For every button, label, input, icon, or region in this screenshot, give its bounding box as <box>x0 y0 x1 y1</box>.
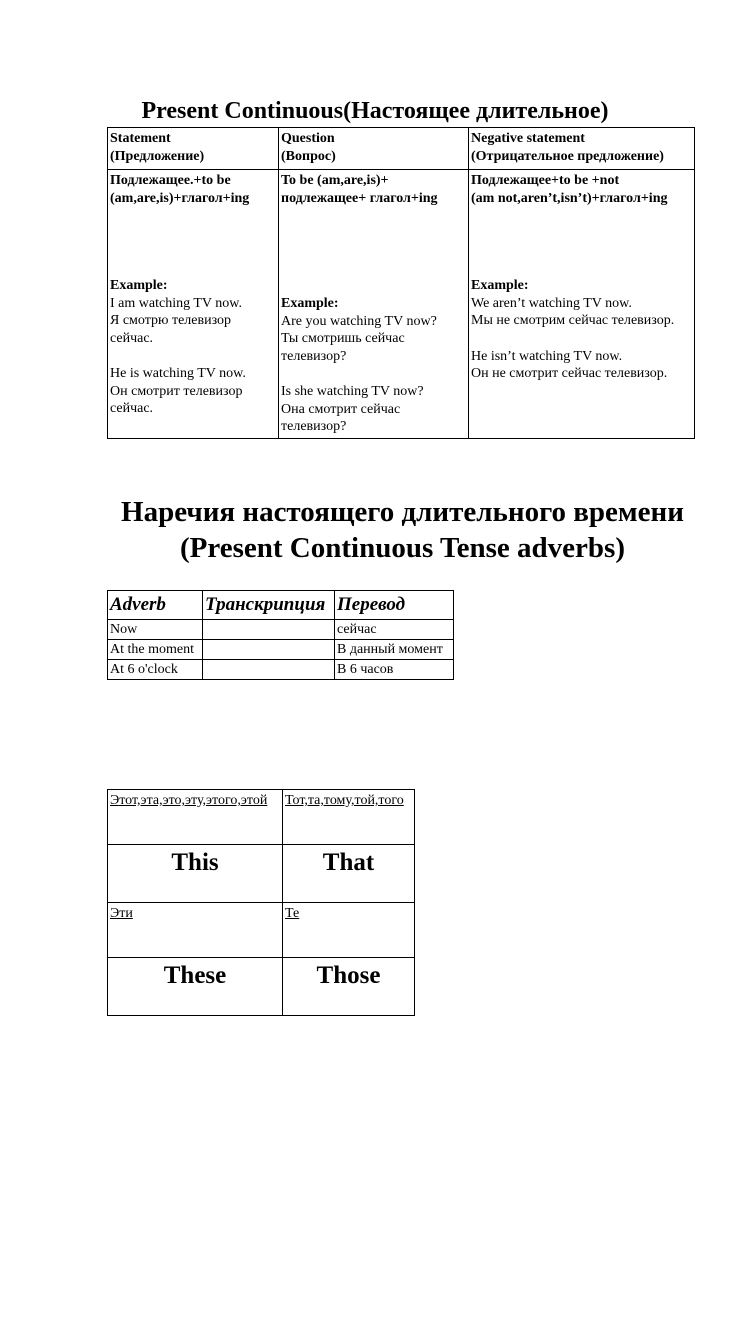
example-line: Он смотрит телевизор <box>110 383 243 399</box>
formula-line: Подлежащее.+to be <box>110 173 231 188</box>
example-line: I am watching TV now. <box>110 295 242 311</box>
adverb-cell: At the moment <box>108 640 203 660</box>
english-that-cell: That <box>283 845 415 903</box>
example-line: Я смотрю телевизор <box>110 313 232 329</box>
example-line: телевизор? <box>281 348 347 364</box>
table-body-row <box>108 170 695 439</box>
adverbs-title <box>0 494 750 566</box>
example-line: телевизор? <box>281 419 347 435</box>
adverbs-title-line2: (Present Continuous Tense adverbs) <box>180 532 625 564</box>
table-row <box>108 620 454 640</box>
translation-cell: В 6 часов <box>335 660 454 680</box>
header-label: Question <box>281 131 335 146</box>
header-label-ru: (Предложение) <box>110 148 205 164</box>
formula-line: подлежащее+ глагол+ing <box>281 190 438 206</box>
demonstratives-table <box>107 789 415 1016</box>
header-question <box>279 128 469 170</box>
table-row <box>108 790 415 845</box>
english-those-cell: Those <box>283 958 415 1016</box>
header-label-ru: (Вопрос) <box>281 148 336 164</box>
english-these-cell: These <box>108 958 283 1016</box>
header-label: Statement <box>110 131 171 146</box>
transcription-cell <box>203 660 335 680</box>
russian-these-cell: Эти <box>108 903 283 958</box>
question-cell <box>279 170 469 439</box>
translation-cell: В данный момент <box>335 640 454 660</box>
example-line: Is she watching TV now? <box>281 384 424 400</box>
example-label: Example: <box>471 278 529 294</box>
russian-that-cell: Тот,та,тому,той,того <box>283 790 415 845</box>
present-continuous-table <box>107 127 695 439</box>
example-line: He isn’t watching TV now. <box>471 348 623 364</box>
adverbs-title-line1: Наречия настоящего длительного времени <box>121 496 684 528</box>
example-line: Он не смотрит сейчас телевизор. <box>471 366 668 382</box>
adverb-cell: At 6 o'clock <box>108 660 203 680</box>
example-line: We aren’t watching TV now. <box>471 295 632 311</box>
example-line: He is watching TV now. <box>110 366 246 382</box>
table-header-row <box>108 128 695 170</box>
negative-cell <box>469 170 695 439</box>
russian-those-cell: Те <box>283 903 415 958</box>
adverb-cell: Now <box>108 620 203 640</box>
example-line: Мы не смотрим сейчас телевизор. <box>471 313 675 329</box>
formula-line: (am not,aren’t,isn’t)+глагол+ing <box>471 190 668 206</box>
header-adverb: Adverb <box>108 591 203 620</box>
russian-this-cell: Этот,эта,это,эту,этого,этой <box>108 790 283 845</box>
header-negative <box>469 128 695 170</box>
header-label-ru: (Отрицательное предложение) <box>471 148 664 164</box>
example-line: Are you watching TV now? <box>281 313 437 329</box>
adverbs-table <box>107 590 454 680</box>
example-line: сейчас. <box>110 330 154 346</box>
table-row <box>108 660 454 680</box>
header-translation: Перевод <box>335 591 454 620</box>
translation-cell: сейчас <box>335 620 454 640</box>
example-line: Она смотрит сейчас <box>281 401 401 417</box>
table-header-row <box>108 591 454 620</box>
formula-line: Подлежащее+to be +not <box>471 173 620 188</box>
present-continuous-title: Present Continuous(Настоящее длительное) <box>141 98 609 124</box>
example-label: Example: <box>110 278 168 294</box>
transcription-cell <box>203 640 335 660</box>
example-label: Example: <box>281 296 339 312</box>
statement-cell <box>108 170 279 439</box>
header-label: Negative statement <box>471 131 585 146</box>
header-statement <box>108 128 279 170</box>
formula-line: To be (am,are,is)+ <box>281 173 389 188</box>
table-row <box>108 640 454 660</box>
example-line: Ты смотришь сейчас <box>281 331 405 347</box>
example-line: сейчас. <box>110 401 154 417</box>
header-transcription: Транскрипция <box>203 591 335 620</box>
english-this-cell: This <box>108 845 283 903</box>
table-row <box>108 958 415 1016</box>
table-row <box>108 845 415 903</box>
transcription-cell <box>203 620 335 640</box>
table-row <box>108 903 415 958</box>
formula-line: (am,are,is)+глагол+ing <box>110 190 250 206</box>
